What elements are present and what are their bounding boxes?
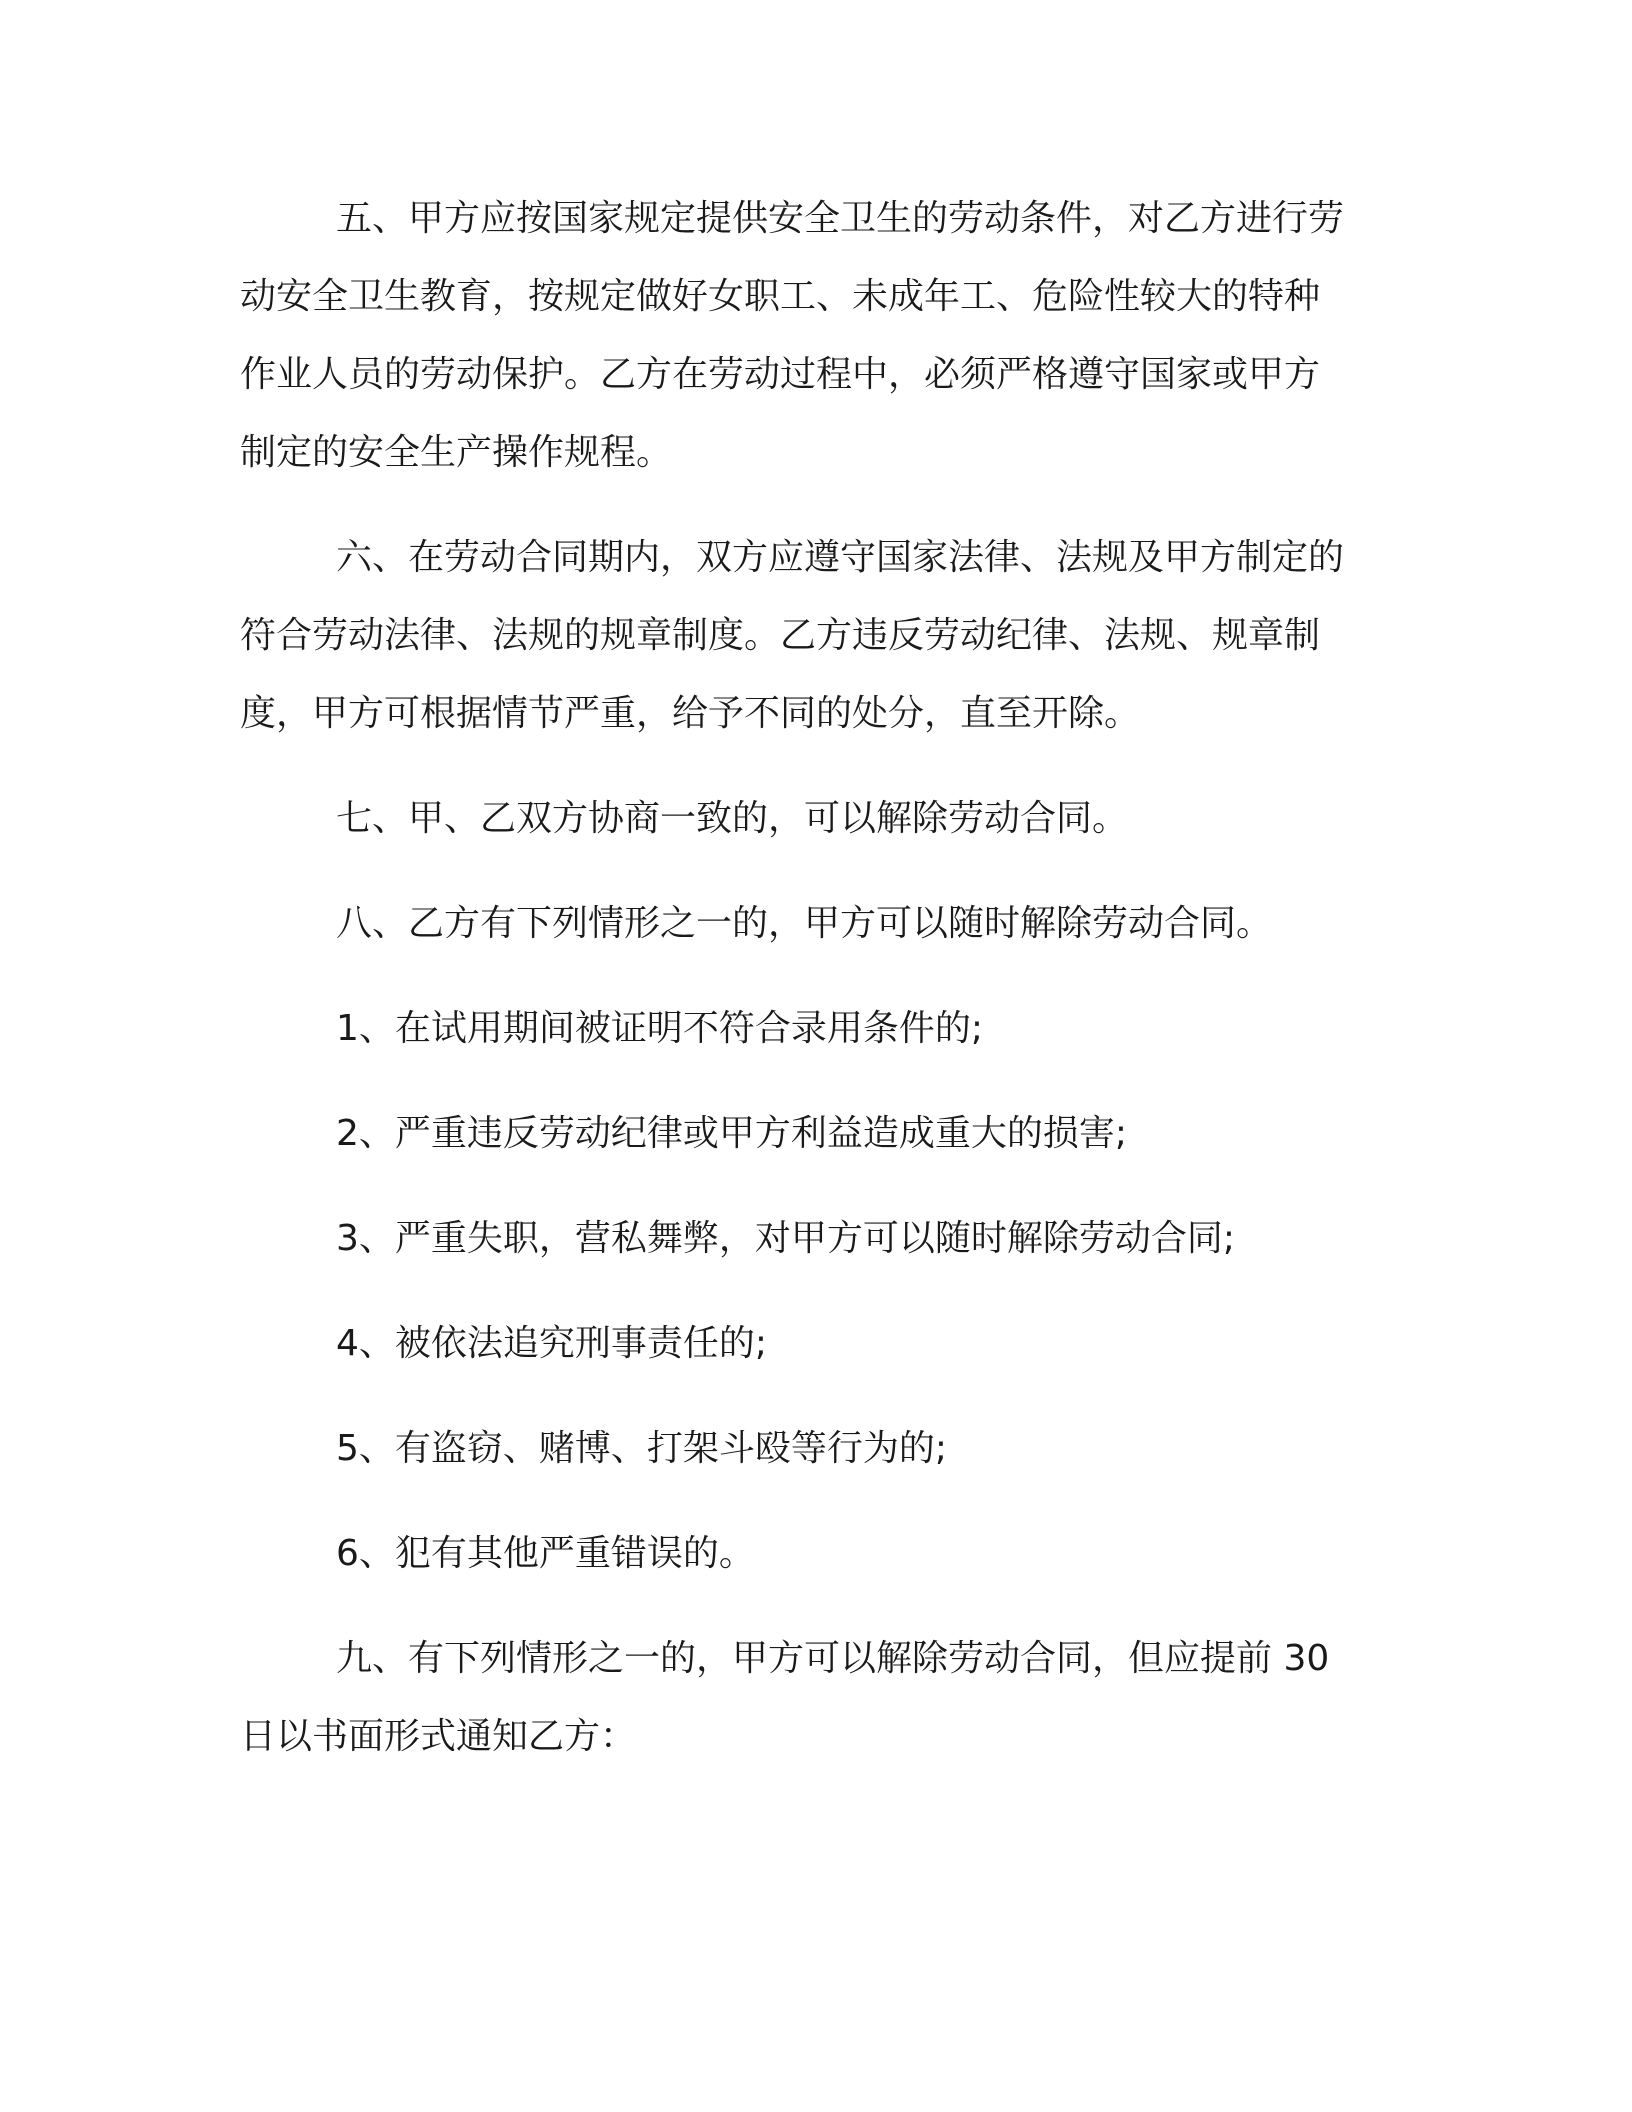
clause-5-line: 作业人员的劳动保护。乙方在劳动过程中，必须严格遵守国家或甲方 (240, 354, 1321, 395)
list-item: 1、在试用期间被证明不符合录用条件的; (336, 1008, 984, 1049)
list-item: 5、有盗窃、赌博、打架斗殴等行为的; (336, 1428, 948, 1469)
list-item: 2、严重违反劳动纪律或甲方利益造成重大的损害; (336, 1113, 1128, 1154)
clause-7-paragraph (240, 780, 1400, 858)
document-body (240, 180, 1400, 1803)
clause-5-paragraph (240, 180, 1400, 492)
clause-5-line: 五、甲方应按国家规定提供安全卫生的劳动条件，对乙方进行劳 (336, 198, 1345, 239)
clause-6-line: 符合劳动法律、法规的规章制度。乙方违反劳动纪律、法规、规章制 (240, 615, 1321, 656)
clause-9-line: 日以书面形式通知乙方： (240, 1716, 637, 1757)
clause-8-line: 八、乙方有下列情形之一的，甲方可以随时解除劳动合同。 (336, 903, 1273, 944)
list-item: 3、严重失职，营私舞弊，对甲方可以随时解除劳动合同; (336, 1218, 1236, 1259)
clause-6-line: 度，甲方可根据情节严重，给予不同的处分，直至开除。 (240, 693, 1141, 734)
list-item: 6、犯有其他严重错误的。 (336, 1533, 755, 1574)
clause-6-line: 六、在劳动合同期内，双方应遵守国家法律、法规及甲方制定的 (336, 537, 1345, 578)
clause-5-line: 制定的安全生产操作规程。 (240, 432, 673, 473)
clause-9-paragraph (240, 1620, 1400, 1776)
list-item: 4、被依法追究刑事责任的; (336, 1323, 768, 1364)
clause-7-line: 七、甲、乙双方协商一致的，可以解除劳动合同。 (336, 798, 1129, 839)
clause-8-paragraph (240, 885, 1400, 963)
clause-5-line: 动安全卫生教育，按规定做好女职工、未成年工、危险性较大的特种 (240, 276, 1321, 317)
clause-9-line: 九、有下列情形之一的，甲方可以解除劳动合同，但应提前 30 (336, 1638, 1330, 1679)
clause-6-paragraph (240, 519, 1400, 753)
